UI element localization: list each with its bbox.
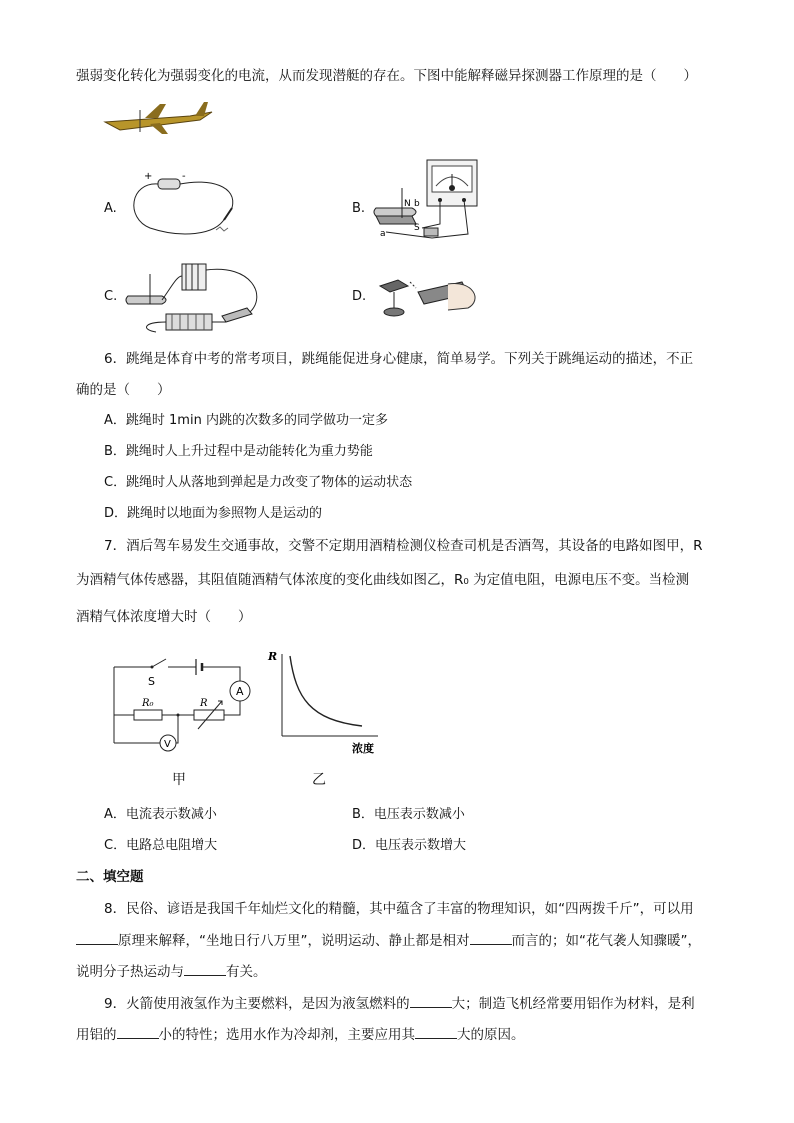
q7-option-b: B．电压表示数减小 [352, 807, 465, 822]
switch [152, 659, 166, 667]
graph-caption: 乙 [312, 772, 326, 788]
q5-option-b-label: B. [352, 201, 366, 216]
resistor-r0 [134, 710, 162, 720]
q9-line1: 9．火箭使用液氢作为主要燃料，是因为液氢燃料的 大；制造飞机经常要用铝作为材料，是利 [104, 993, 695, 1014]
battery-minus-sign: - [182, 171, 186, 182]
sensor-r [194, 710, 224, 720]
graph-ylabel: R [268, 650, 278, 663]
graph-xlabel: 浓度 [352, 742, 374, 755]
q6-option-b: B．跳绳时人上升过程中是动能转化为重力势能 [104, 444, 373, 459]
q9-blank-2[interactable] [117, 1024, 159, 1039]
q5-option-a-figure [120, 168, 245, 243]
wire-b-label: b [414, 199, 420, 209]
q9-blank-1[interactable] [410, 993, 452, 1008]
q7-option-d: D．电压表示数增大 [352, 838, 467, 853]
switch-label: S [148, 675, 155, 688]
resistance-concentration-graph [266, 648, 386, 758]
magnet-s-label: S [414, 223, 420, 233]
q7-stem-line3: 酒精气体浓度增大时（ ） [76, 609, 252, 625]
magnet-n-label: N [404, 199, 411, 209]
ammeter-label: A [236, 685, 244, 698]
q5-option-b-figure [372, 158, 487, 240]
q8-blank-3[interactable] [184, 961, 226, 976]
q7-option-a: A．电流表示数减小 [104, 807, 217, 822]
q5-option-d-figure [378, 270, 488, 330]
r-label: R [200, 698, 208, 709]
airplane-image [100, 100, 220, 140]
q5-option-d-label: D. [352, 289, 367, 304]
q9-blank-3[interactable] [415, 1024, 457, 1039]
q9-line2: 用铝的 小的特性；选用水作为冷却剂，主要应用其 大的原因。 [76, 1024, 525, 1045]
voltmeter-label: V [164, 739, 171, 750]
q6-option-a: A．跳绳时 1min 内跳的次数多的同学做功一定多 [104, 413, 388, 428]
q7-option-c: C．电路总电阻增大 [104, 838, 218, 853]
r0-label: R₀ [142, 698, 154, 709]
q6-option-c: C．跳绳时人从落地到弹起是力改变了物体的运动状态 [104, 475, 413, 490]
battery-plus-sign: + [144, 171, 153, 182]
q8-blank-1[interactable] [76, 930, 118, 945]
circuit-diagram [110, 655, 250, 755]
q8-line2: 原理来解释，“坐地日行八万里”，说明运动、静止都是相对 而言的；如“花气袭人知骤暖”， [76, 930, 701, 951]
q8-blank-2[interactable] [470, 930, 512, 945]
q5-option-c-figure [122, 256, 272, 336]
q8-line3: 说明分子热运动与 有关。 [76, 961, 267, 982]
q5-option-a-label: A. [104, 201, 117, 216]
q5-stem: 强弱变化转化为强弱变化的电流，从而发现潜艇的存在。下图中能解释磁异探测器工作原理的是（ ） [76, 68, 697, 84]
circuit-caption: 甲 [172, 772, 186, 788]
q6-stem-line2: 确的是（ ） [76, 382, 171, 398]
graph-curve [290, 656, 362, 726]
section-fill-blank-title: 二、填空题 [76, 869, 144, 885]
q6-stem-line1: 6．跳绳是体育中考的常考项目，跳绳能促进身心健康，简单易学。下列关于跳绳运动的描述，不正 [104, 351, 694, 367]
q8-line1: 8．民俗、谚语是我国千年灿烂文化的精髓，其中蕴含了丰富的物理知识，如“四两拨千斤”，可以用 [104, 901, 694, 917]
q6-option-d: D．跳绳时以地面为参照物人是运动的 [104, 506, 323, 521]
wire-a-label: a [380, 229, 386, 239]
q7-stem-line2: 为酒精气体传感器，其阻值随酒精气体浓度的变化曲线如图乙，R₀ 为定值电阻，电源电压不变。当检测 [76, 572, 690, 588]
q7-stem-line1: 7．酒后驾车易发生交通事故，交警不定期用酒精检测仪检查司机是否酒驾，其设备的电路如图甲，R [104, 538, 703, 554]
q5-option-c-label: C. [104, 289, 118, 304]
